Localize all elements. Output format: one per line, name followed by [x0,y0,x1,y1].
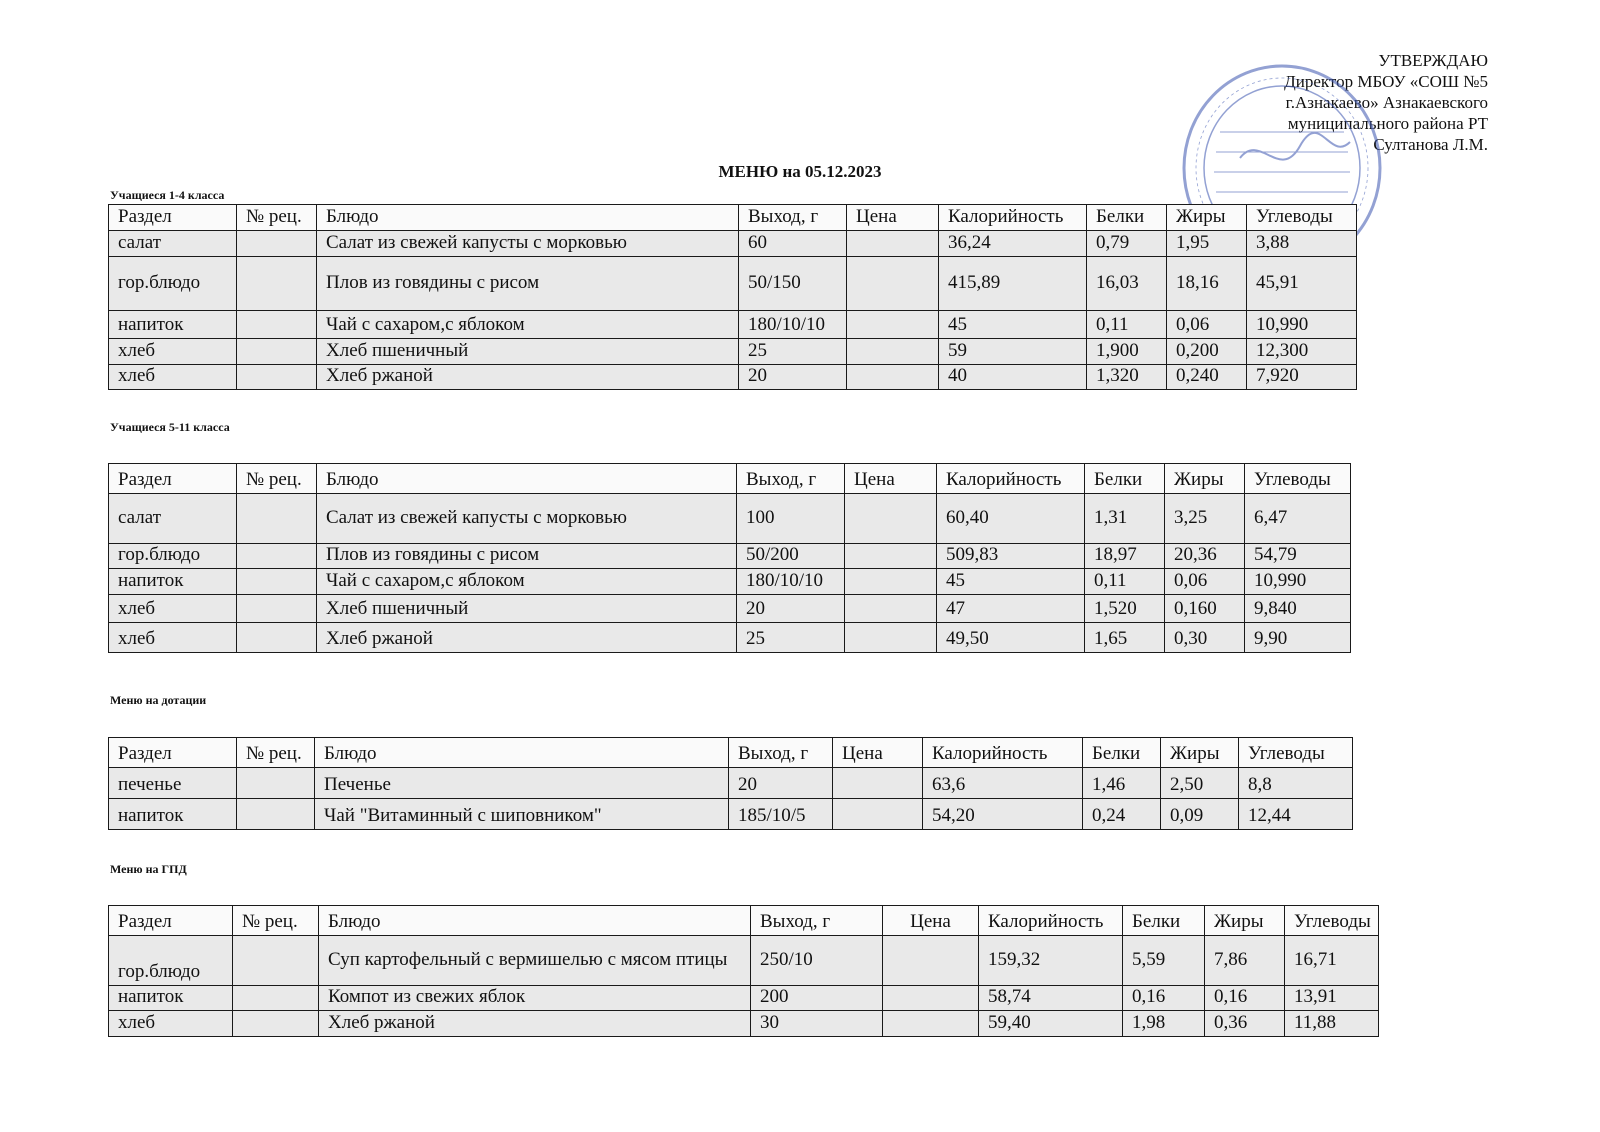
table-cell: гор.блюдо [109,936,233,986]
table-cell: 12,44 [1239,799,1353,830]
table-cell: хлеб [109,1011,233,1037]
header-cell: Углеводы [1239,738,1353,768]
table-cell: 8,8 [1239,768,1353,799]
table-cell: 180/10/10 [737,569,845,595]
table-cell [883,1011,979,1037]
header-cell: Цена [883,906,979,936]
table-cell: 509,83 [937,544,1085,569]
table-cell: 1,98 [1123,1011,1205,1037]
table-cell: Хлеб ржаной [319,1011,751,1037]
table-header-row [109,205,1357,231]
table-cell [233,1011,319,1037]
table-cell: хлеб [109,365,237,390]
table-cell: 0,06 [1167,311,1247,339]
section-label-subsidized-menu: Меню на дотации [110,693,207,707]
header-cell: Выход, г [751,906,883,936]
table-cell: 58,74 [979,986,1123,1011]
header-cell: Цена [847,205,939,231]
table-cell: 0,11 [1087,311,1167,339]
table-cell: 1,46 [1083,768,1161,799]
table-cell: 0,09 [1161,799,1239,830]
table-cell: 0,30 [1165,623,1245,653]
table-cell: 36,24 [939,231,1087,257]
table-cell: 200 [751,986,883,1011]
table-cell: хлеб [109,623,237,653]
table-cell: 45 [937,569,1085,595]
table-row [109,768,1353,799]
table-cell [233,936,319,986]
table-cell: Хлеб пшеничный [317,595,737,623]
section-label-after-school-menu: Меню на ГПД [110,862,187,876]
table-cell: 54,20 [923,799,1083,830]
table-cell [237,311,317,339]
header-cell: Калорийность [937,464,1085,494]
table-cell [237,544,317,569]
table-cell: гор.блюдо [109,544,237,569]
table-cell: 0,16 [1205,986,1285,1011]
table-cell: Салат из свежей капусты с морковью [317,231,739,257]
table-cell: Чай с сахаром,с яблоком [317,311,739,339]
table-cell: 45,91 [1247,257,1357,311]
table-cell: 0,06 [1165,569,1245,595]
table-cell: 30 [751,1011,883,1037]
table-cell: 49,50 [937,623,1085,653]
header-cell: № рец. [233,906,319,936]
table-cell: 0,240 [1167,365,1247,390]
header-cell: Цена [845,464,937,494]
table-cell: 12,300 [1247,339,1357,365]
table-cell [845,595,937,623]
table-cell [833,799,923,830]
approval-position: Директор МБОУ «СОШ №5 [1284,72,1488,91]
table-cell: печенье [109,768,237,799]
header-cell: Калорийность [939,205,1087,231]
table-cell [845,623,937,653]
approval-heading: УТВЕРЖДАЮ [1378,51,1488,70]
table-cell: 1,320 [1087,365,1167,390]
table-cell: салат [109,231,237,257]
table-cell: Печенье [315,768,729,799]
header-cell: Раздел [109,464,237,494]
table-row [109,365,1357,390]
table-cell [847,257,939,311]
header-cell: Цена [833,738,923,768]
table-row [109,339,1357,365]
table-cell: Хлеб ржаной [317,365,739,390]
table-row [109,544,1351,569]
table-cell: 50/150 [739,257,847,311]
header-cell: Калорийность [923,738,1083,768]
header-cell: Выход, г [737,464,845,494]
table-row [109,1011,1379,1037]
table-cell [847,365,939,390]
table-cell: 10,990 [1245,569,1351,595]
header-cell: Блюдо [317,205,739,231]
table-header-row [109,738,1353,768]
approval-signatory: Султанова Л.М. [1373,135,1488,154]
table-cell [833,768,923,799]
table-cell [233,986,319,1011]
table-cell: 16,03 [1087,257,1167,311]
table-cell [845,494,937,544]
table-row [109,623,1351,653]
header-cell: Раздел [109,906,233,936]
section-label-grades-1-4: Учащиеся 1-4 класса [110,188,225,202]
table-cell [847,339,939,365]
table-cell [237,569,317,595]
table-cell: 180/10/10 [739,311,847,339]
table-cell: Компот из свежих яблок [319,986,751,1011]
table-cell: 20,36 [1165,544,1245,569]
table-cell: хлеб [109,339,237,365]
table-row [109,569,1351,595]
table-cell: 25 [739,339,847,365]
table-row [109,986,1379,1011]
header-cell: Белки [1087,205,1167,231]
header-cell: Раздел [109,205,237,231]
table-cell: 40 [939,365,1087,390]
table-cell: Хлеб ржаной [317,623,737,653]
menu-table-grades-5-11 [108,463,1351,653]
header-cell: Белки [1123,906,1205,936]
table-cell [847,311,939,339]
table-cell: 9,90 [1245,623,1351,653]
table-cell: 18,97 [1085,544,1165,569]
table-cell: напиток [109,569,237,595]
table-cell: 13,91 [1285,986,1379,1011]
table-cell: напиток [109,311,237,339]
table-cell: 0,160 [1165,595,1245,623]
table-cell: 100 [737,494,845,544]
header-cell: Углеводы [1245,464,1351,494]
table-cell: 0,200 [1167,339,1247,365]
header-cell: № рец. [237,464,317,494]
table-cell [883,936,979,986]
table-cell [237,231,317,257]
header-cell: Блюдо [319,906,751,936]
table-cell: 7,920 [1247,365,1357,390]
table-cell: 159,32 [979,936,1123,986]
table-row [109,231,1357,257]
table-cell [845,569,937,595]
header-cell: Жиры [1205,906,1285,936]
table-cell: 1,65 [1085,623,1165,653]
table-cell: хлеб [109,595,237,623]
table-cell [237,623,317,653]
table-row [109,936,1379,986]
table-cell: 0,79 [1087,231,1167,257]
table-cell: Суп картофельный с вермишелью с мясом птицы [319,936,751,986]
menu-table-after-school [108,905,1379,1037]
table-cell: салат [109,494,237,544]
header-cell: Калорийность [979,906,1123,936]
table-row [109,311,1357,339]
table-cell: 6,47 [1245,494,1351,544]
table-cell [845,544,937,569]
header-cell: Углеводы [1247,205,1357,231]
table-cell: 1,900 [1087,339,1167,365]
table-row [109,799,1353,830]
table-cell: напиток [109,799,237,830]
header-cell: Углеводы [1285,906,1379,936]
table-cell: Плов из говядины с рисом [317,257,739,311]
table-cell: 7,86 [1205,936,1285,986]
table-header-row [109,906,1379,936]
header-cell: № рец. [237,205,317,231]
table-cell: 9,840 [1245,595,1351,623]
table-cell [237,339,317,365]
table-cell: Чай с сахаром,с яблоком [317,569,737,595]
table-cell: 63,6 [923,768,1083,799]
table-cell [237,494,317,544]
table-cell: 60 [739,231,847,257]
header-cell: Блюдо [317,464,737,494]
menu-table-grades-1-4 [108,204,1357,390]
table-cell [237,768,315,799]
table-cell: Чай "Витаминный с шиповником" [315,799,729,830]
table-cell: 250/10 [751,936,883,986]
table-cell: 11,88 [1285,1011,1379,1037]
table-cell: 1,31 [1085,494,1165,544]
table-cell [883,986,979,1011]
header-cell: Жиры [1165,464,1245,494]
table-cell: 0,36 [1205,1011,1285,1037]
table-cell: 1,95 [1167,231,1247,257]
table-row [109,257,1357,311]
table-cell: 0,11 [1085,569,1165,595]
header-cell: Выход, г [739,205,847,231]
table-row [109,494,1351,544]
approval-district: муниципального района РТ [1287,114,1488,133]
table-cell: 45 [939,311,1087,339]
table-cell: 60,40 [937,494,1085,544]
table-cell [237,365,317,390]
menu-table-subsidized [108,737,1353,830]
table-cell: Плов из говядины с рисом [317,544,737,569]
header-cell: Белки [1085,464,1165,494]
table-cell: 0,24 [1083,799,1161,830]
table-cell: 20 [729,768,833,799]
table-header-row [109,464,1351,494]
table-cell: напиток [109,986,233,1011]
table-cell: Хлеб пшеничный [317,339,739,365]
header-cell: № рец. [237,738,315,768]
table-cell: 47 [937,595,1085,623]
table-cell: 185/10/5 [729,799,833,830]
table-row [109,595,1351,623]
table-cell: 20 [739,365,847,390]
table-cell: 59 [939,339,1087,365]
table-cell: 5,59 [1123,936,1205,986]
table-cell: 3,25 [1165,494,1245,544]
table-cell: 25 [737,623,845,653]
table-cell: 2,50 [1161,768,1239,799]
approval-organization: г.Азнакаево» Азнакаевского [1285,93,1488,112]
header-cell: Жиры [1167,205,1247,231]
table-cell [237,799,315,830]
table-cell: 54,79 [1245,544,1351,569]
menu-title: МЕНЮ на 05.12.2023 [718,162,882,181]
table-cell: 10,990 [1247,311,1357,339]
table-cell: 415,89 [939,257,1087,311]
table-cell: гор.блюдо [109,257,237,311]
header-cell: Раздел [109,738,237,768]
section-label-grades-5-11: Учащиеся 5-11 класса [110,420,230,434]
table-cell: 1,520 [1085,595,1165,623]
table-cell [237,595,317,623]
table-cell [237,257,317,311]
header-cell: Блюдо [315,738,729,768]
header-cell: Белки [1083,738,1161,768]
table-cell: 20 [737,595,845,623]
table-cell: 59,40 [979,1011,1123,1037]
table-cell: 18,16 [1167,257,1247,311]
table-cell: 16,71 [1285,936,1379,986]
header-cell: Выход, г [729,738,833,768]
table-cell [847,231,939,257]
table-cell: Салат из свежей капусты с морковью [317,494,737,544]
table-cell: 3,88 [1247,231,1357,257]
table-cell: 50/200 [737,544,845,569]
header-cell: Жиры [1161,738,1239,768]
table-cell: 0,16 [1123,986,1205,1011]
